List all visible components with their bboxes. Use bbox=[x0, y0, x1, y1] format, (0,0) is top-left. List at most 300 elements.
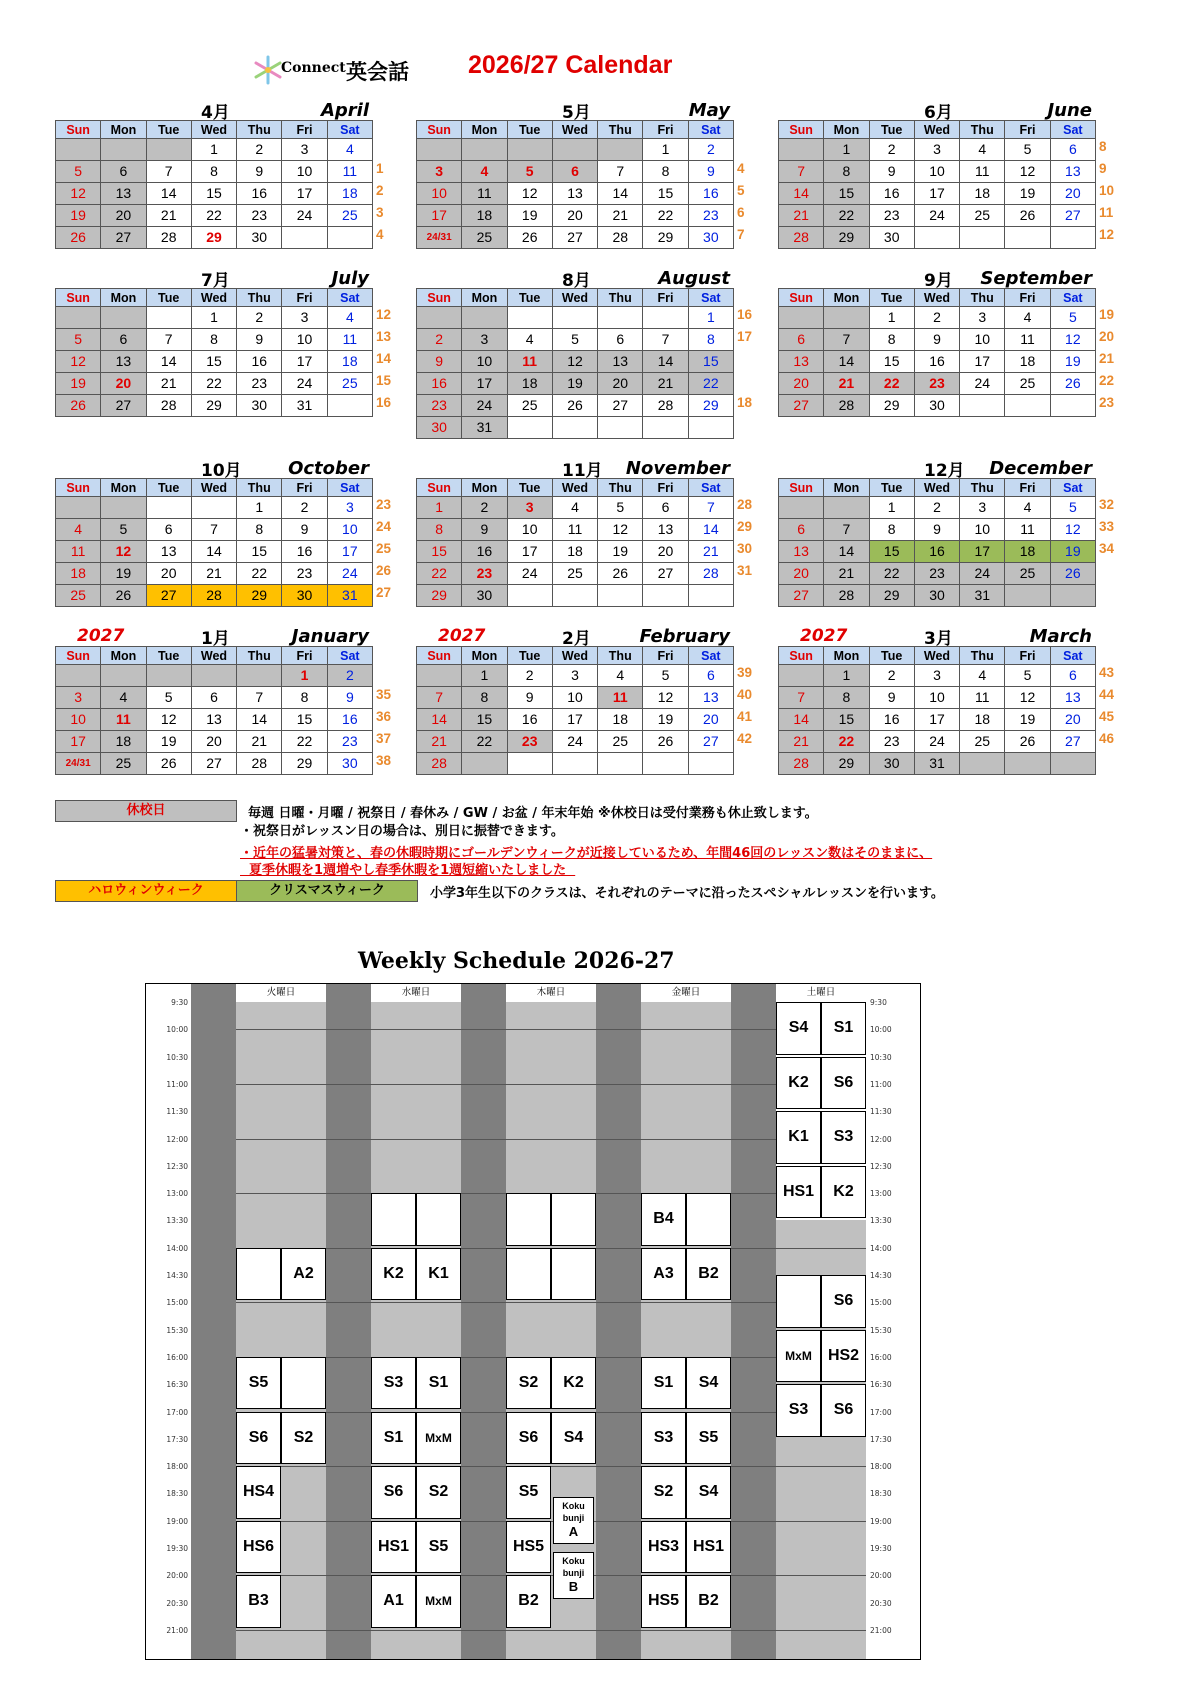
day-cell: 18 bbox=[327, 183, 372, 205]
time-label: 20:00 bbox=[166, 1571, 188, 1581]
day-cell: 20 bbox=[1050, 183, 1095, 205]
day-cell: 31 bbox=[462, 417, 507, 439]
day-cell bbox=[1050, 227, 1095, 249]
day-cell: 3 bbox=[552, 665, 597, 687]
day-cell: 15 bbox=[824, 183, 869, 205]
day-cell: 31 bbox=[327, 585, 372, 607]
week-number: 13 bbox=[376, 329, 392, 344]
weekday-header: Fri bbox=[1005, 121, 1050, 139]
weekday-header: Sat bbox=[327, 647, 372, 665]
day-cell: 11 bbox=[101, 709, 146, 731]
weekday-header: Tue bbox=[507, 479, 552, 497]
weekday-header: Mon bbox=[824, 121, 869, 139]
day-cell: 9 bbox=[417, 351, 462, 373]
class-slot[interactable]: S1 bbox=[821, 1002, 866, 1055]
day-cell: 21 bbox=[146, 373, 191, 395]
class-slot[interactable]: K2 bbox=[371, 1248, 416, 1301]
month-jp: 12月 bbox=[924, 461, 965, 481]
class-slot[interactable] bbox=[416, 1193, 461, 1246]
weekday-header: Fri bbox=[1005, 647, 1050, 665]
day-cell: 1 bbox=[191, 307, 236, 329]
day-cell: 18 bbox=[462, 205, 507, 227]
day-cell bbox=[462, 753, 507, 775]
day-cell: 26 bbox=[56, 395, 101, 417]
class-slot[interactable]: K2 bbox=[821, 1166, 866, 1219]
class-slot[interactable]: HS1 bbox=[686, 1521, 731, 1574]
day-cell: 18 bbox=[960, 183, 1005, 205]
time-label: 15:30 bbox=[166, 1325, 188, 1335]
day-cell: 28 bbox=[824, 395, 869, 417]
day-cell: 4 bbox=[56, 519, 101, 541]
weekday-header: Thu bbox=[237, 647, 282, 665]
month-april bbox=[55, 98, 384, 249]
week-number: 12 bbox=[1099, 227, 1115, 242]
class-slot[interactable]: S6 bbox=[821, 1384, 866, 1437]
day-cell: 14 bbox=[824, 351, 869, 373]
day-cell: 8 bbox=[237, 519, 282, 541]
month-march bbox=[778, 624, 1115, 775]
month-year: 2027 bbox=[438, 626, 486, 646]
weekday-header: Wed bbox=[552, 479, 597, 497]
legend-halloween-swatch bbox=[55, 880, 237, 902]
class-slot[interactable]: HS4 bbox=[236, 1466, 281, 1519]
weekday-header: Sat bbox=[688, 289, 733, 307]
class-slot[interactable]: K2 bbox=[551, 1357, 596, 1410]
day-cell: 22 bbox=[282, 731, 327, 753]
weekday-header: Fri bbox=[282, 647, 327, 665]
class-slot[interactable] bbox=[236, 1248, 281, 1301]
month-table bbox=[55, 646, 373, 775]
day-cell: 30 bbox=[462, 585, 507, 607]
month-february bbox=[416, 624, 753, 775]
month-header bbox=[55, 266, 373, 291]
day-cell: 21 bbox=[146, 205, 191, 227]
time-label: 21:00 bbox=[870, 1625, 892, 1635]
class-slot[interactable]: K1 bbox=[776, 1111, 821, 1164]
time-label: 10:00 bbox=[166, 1025, 188, 1035]
month-table bbox=[778, 478, 1096, 607]
class-slot[interactable]: S1 bbox=[641, 1357, 686, 1410]
weekday-header: Thu bbox=[960, 121, 1005, 139]
class-slot[interactable]: MxM bbox=[776, 1330, 821, 1383]
month-year: 2027 bbox=[77, 626, 125, 646]
class-slot[interactable]: S4 bbox=[686, 1466, 731, 1519]
day-cell: 5 bbox=[643, 665, 688, 687]
day-cell: 18 bbox=[101, 731, 146, 753]
day-cell: 2 bbox=[327, 665, 372, 687]
class-slot[interactable] bbox=[686, 1193, 731, 1246]
day-cell: 31 bbox=[282, 395, 327, 417]
day-cell: 11 bbox=[507, 351, 552, 373]
day-cell bbox=[56, 139, 101, 161]
month-header bbox=[778, 456, 1096, 481]
day-cell bbox=[101, 665, 146, 687]
day-cell bbox=[1005, 753, 1050, 775]
day-cell: 9 bbox=[237, 329, 282, 351]
weekday-header: Sat bbox=[1050, 121, 1095, 139]
class-slot[interactable]: S4 bbox=[686, 1357, 731, 1410]
day-cell: 29 bbox=[191, 395, 236, 417]
day-cell: 1 bbox=[824, 139, 869, 161]
legend-closed-label: 休校日 bbox=[126, 803, 166, 818]
class-slot[interactable]: K1 bbox=[416, 1248, 461, 1301]
day-cell: 7 bbox=[598, 161, 643, 183]
time-label: 17:30 bbox=[870, 1434, 892, 1444]
day-cell: 23 bbox=[237, 205, 282, 227]
day-cell: 27 bbox=[552, 227, 597, 249]
class-slot[interactable]: S4 bbox=[776, 1002, 821, 1055]
week-number: 41 bbox=[737, 709, 753, 724]
class-slot[interactable]: S1 bbox=[371, 1412, 416, 1465]
month-july bbox=[55, 266, 392, 417]
weekday-header: Wed bbox=[552, 647, 597, 665]
day-cell: 29 bbox=[869, 585, 914, 607]
day-cell: 17 bbox=[914, 709, 959, 731]
day-cell: 27 bbox=[1050, 205, 1095, 227]
day-cell: 7 bbox=[417, 687, 462, 709]
month-table bbox=[778, 288, 1096, 417]
weekday-header: Tue bbox=[146, 289, 191, 307]
class-slot[interactable]: S3 bbox=[371, 1357, 416, 1410]
day-cell: 8 bbox=[417, 519, 462, 541]
day-cell: 19 bbox=[643, 709, 688, 731]
day-cell: 25 bbox=[552, 563, 597, 585]
day-cell: 11 bbox=[327, 329, 372, 351]
week-number: 11 bbox=[1099, 205, 1114, 220]
time-label: 14:00 bbox=[870, 1243, 892, 1253]
class-slot[interactable] bbox=[506, 1193, 551, 1246]
day-cell: 23 bbox=[914, 373, 959, 395]
day-cell: 16 bbox=[869, 183, 914, 205]
week-number: 30 bbox=[737, 541, 753, 556]
class-slot[interactable]: S6 bbox=[506, 1412, 551, 1465]
week-number: 32 bbox=[1099, 497, 1115, 512]
class-slot[interactable]: S5 bbox=[686, 1412, 731, 1465]
month-jp: 5月 bbox=[562, 103, 591, 123]
weekday-header: Sun bbox=[779, 479, 824, 497]
class-slot[interactable]: S2 bbox=[281, 1412, 326, 1465]
week-number: 23 bbox=[1099, 395, 1115, 410]
day-cell: 1 bbox=[824, 665, 869, 687]
day-cell: 15 bbox=[643, 183, 688, 205]
day-cell: 14 bbox=[779, 183, 824, 205]
time-label: 12:30 bbox=[166, 1161, 188, 1171]
day-cell: 23 bbox=[688, 205, 733, 227]
class-slot[interactable]: MxM bbox=[416, 1412, 461, 1465]
week-number: 33 bbox=[1099, 519, 1115, 534]
week-number: 3 bbox=[376, 205, 384, 220]
day-cell: 29 bbox=[869, 395, 914, 417]
day-cell: 3 bbox=[282, 139, 327, 161]
class-slot[interactable]: HS1 bbox=[776, 1166, 821, 1219]
class-slot[interactable]: S2 bbox=[506, 1357, 551, 1410]
week-number: 4 bbox=[376, 227, 384, 242]
class-slot[interactable]: B2 bbox=[686, 1575, 731, 1628]
class-slot[interactable]: S6 bbox=[821, 1057, 866, 1110]
class-slot[interactable]: B2 bbox=[686, 1248, 731, 1301]
day-cell: 10 bbox=[914, 687, 959, 709]
day-cell bbox=[101, 497, 146, 519]
time-label: 16:00 bbox=[166, 1352, 188, 1362]
class-slot[interactable]: S4 bbox=[551, 1412, 596, 1465]
day-cell: 8 bbox=[643, 161, 688, 183]
day-cell: 26 bbox=[1005, 205, 1050, 227]
weekday-header: Sat bbox=[327, 121, 372, 139]
snowflake-icon bbox=[254, 55, 282, 85]
day-cell: 25 bbox=[327, 373, 372, 395]
class-slot[interactable]: S2 bbox=[416, 1466, 461, 1519]
day-cell: 20 bbox=[598, 373, 643, 395]
day-cell: 4 bbox=[960, 139, 1005, 161]
weekday-header: Sun bbox=[779, 289, 824, 307]
day-cell bbox=[417, 139, 462, 161]
time-label: 9:30 bbox=[171, 998, 188, 1007]
time-label: 19:00 bbox=[870, 1516, 892, 1526]
day-cell: 1 bbox=[869, 307, 914, 329]
day-cell bbox=[824, 497, 869, 519]
month-header bbox=[778, 624, 1096, 649]
class-slot[interactable]: S3 bbox=[821, 1111, 866, 1164]
class-slot[interactable] bbox=[776, 1275, 821, 1328]
day-cell bbox=[417, 307, 462, 329]
class-slot[interactable] bbox=[551, 1193, 596, 1246]
day-cell: 15 bbox=[824, 709, 869, 731]
week-number: 24 bbox=[376, 519, 392, 534]
day-cell: 6 bbox=[779, 329, 824, 351]
day-cell: 28 bbox=[417, 753, 462, 775]
day-cell: 18 bbox=[327, 351, 372, 373]
month-jp: 2月 bbox=[562, 629, 591, 649]
week-number: 28 bbox=[737, 497, 753, 512]
class-slot[interactable] bbox=[551, 1248, 596, 1301]
weekday-header: Wed bbox=[914, 121, 959, 139]
class-slot[interactable]: HS5 bbox=[641, 1575, 686, 1628]
day-cell: 3 bbox=[914, 665, 959, 687]
day-cell: 31 bbox=[960, 585, 1005, 607]
class-slot[interactable]: S5 bbox=[506, 1466, 551, 1519]
week-number: 22 bbox=[1099, 373, 1115, 388]
day-cell: 5 bbox=[1005, 665, 1050, 687]
day-cell: 4 bbox=[1005, 497, 1050, 519]
time-label: 13:00 bbox=[166, 1189, 188, 1199]
day-cell: 19 bbox=[507, 205, 552, 227]
class-slot[interactable]: S3 bbox=[641, 1412, 686, 1465]
day-cell bbox=[598, 585, 643, 607]
weekday-header: Mon bbox=[101, 479, 146, 497]
day-cell: 8 bbox=[869, 329, 914, 351]
day-cell: 15 bbox=[688, 351, 733, 373]
class-slot[interactable]: B3 bbox=[236, 1575, 281, 1628]
day-cell: 7 bbox=[779, 161, 824, 183]
kokubunji-text: bunji bbox=[562, 1513, 585, 1524]
week-number: 43 bbox=[1099, 665, 1115, 680]
day-cell: 8 bbox=[869, 519, 914, 541]
class-slot[interactable] bbox=[281, 1357, 326, 1410]
weekday-header: Fri bbox=[282, 479, 327, 497]
class-slot[interactable]: S6 bbox=[236, 1412, 281, 1465]
weekday-header: Sun bbox=[56, 479, 101, 497]
weekday-header: Tue bbox=[869, 121, 914, 139]
month-september bbox=[778, 266, 1115, 417]
day-cell: 5 bbox=[1005, 139, 1050, 161]
class-slot[interactable]: S5 bbox=[416, 1521, 461, 1574]
legend-christmas-swatch bbox=[236, 880, 418, 902]
class-slot[interactable]: HS1 bbox=[371, 1521, 416, 1574]
class-slot[interactable]: S6 bbox=[371, 1466, 416, 1519]
week-number: 44 bbox=[1099, 687, 1115, 702]
class-slot[interactable]: S6 bbox=[821, 1275, 866, 1328]
weekday-header: Tue bbox=[869, 479, 914, 497]
kokubunji-slot[interactable] bbox=[553, 1497, 594, 1544]
day-cell: 11 bbox=[960, 161, 1005, 183]
weekday-header: Sun bbox=[779, 647, 824, 665]
day-cell: 29 bbox=[282, 753, 327, 775]
weekday-header: Thu bbox=[598, 289, 643, 307]
kokubunji-text: Koku bbox=[562, 1501, 585, 1512]
day-cell: 22 bbox=[417, 563, 462, 585]
month-december bbox=[778, 456, 1115, 607]
class-slot[interactable] bbox=[506, 1248, 551, 1301]
time-label: 16:00 bbox=[870, 1352, 892, 1362]
day-cell: 17 bbox=[960, 541, 1005, 563]
day-cell: 14 bbox=[146, 183, 191, 205]
day-cell: 14 bbox=[237, 709, 282, 731]
day-cell: 19 bbox=[1050, 351, 1095, 373]
day-cell: 24 bbox=[462, 395, 507, 417]
day-cell: 13 bbox=[552, 183, 597, 205]
weekday-header: Tue bbox=[869, 289, 914, 307]
day-cell bbox=[598, 417, 643, 439]
weekday-header: Mon bbox=[824, 647, 869, 665]
day-cell bbox=[101, 307, 146, 329]
day-cell: 27 bbox=[191, 753, 236, 775]
day-cell: 16 bbox=[914, 541, 959, 563]
weekday-header: Sun bbox=[417, 289, 462, 307]
day-cell: 24 bbox=[282, 373, 327, 395]
day-cell: 25 bbox=[1005, 373, 1050, 395]
class-slot[interactable]: S5 bbox=[236, 1357, 281, 1410]
day-cell bbox=[146, 307, 191, 329]
day-cell: 16 bbox=[869, 709, 914, 731]
day-cell: 13 bbox=[1050, 687, 1095, 709]
day-cell: 24 bbox=[507, 563, 552, 585]
day-cell bbox=[146, 665, 191, 687]
day-cell: 13 bbox=[146, 541, 191, 563]
day-cell: 30 bbox=[688, 227, 733, 249]
day-cell: 2 bbox=[914, 307, 959, 329]
class-slot[interactable]: A2 bbox=[281, 1248, 326, 1301]
day-cell: 9 bbox=[237, 161, 282, 183]
legend-substitute-note: ・祝祭日がレッスン日の場合は、別日に振替できます。 bbox=[240, 824, 564, 839]
day-cell: 1 bbox=[282, 665, 327, 687]
day-cell: 29 bbox=[237, 585, 282, 607]
class-slot[interactable]: A1 bbox=[371, 1575, 416, 1628]
day-cell: 23 bbox=[237, 373, 282, 395]
class-slot[interactable]: B4 bbox=[641, 1193, 686, 1246]
class-slot[interactable]: K2 bbox=[776, 1057, 821, 1110]
day-cell: 28 bbox=[688, 563, 733, 585]
class-slot[interactable] bbox=[371, 1193, 416, 1246]
month-october bbox=[55, 456, 392, 607]
day-label: 火曜日 bbox=[236, 984, 326, 1002]
class-slot[interactable]: MxM bbox=[416, 1575, 461, 1628]
class-slot[interactable]: HS3 bbox=[641, 1521, 686, 1574]
day-cell: 22 bbox=[191, 373, 236, 395]
day-cell: 19 bbox=[56, 205, 101, 227]
day-cell: 20 bbox=[101, 205, 146, 227]
day-cell: 25 bbox=[462, 227, 507, 249]
month-jp: 1月 bbox=[201, 629, 230, 649]
class-slot[interactable]: S1 bbox=[416, 1357, 461, 1410]
day-cell: 19 bbox=[1005, 183, 1050, 205]
day-cell: 1 bbox=[869, 497, 914, 519]
week-number: 12 bbox=[376, 307, 392, 322]
day-cell: 30 bbox=[914, 585, 959, 607]
day-cell: 18 bbox=[56, 563, 101, 585]
day-cell: 21 bbox=[237, 731, 282, 753]
day-cell: 1 bbox=[237, 497, 282, 519]
day-cell: 8 bbox=[191, 329, 236, 351]
day-cell: 25 bbox=[327, 205, 372, 227]
class-slot[interactable]: A3 bbox=[641, 1248, 686, 1301]
month-table bbox=[778, 646, 1096, 775]
day-cell: 19 bbox=[1050, 541, 1095, 563]
day-cell: 13 bbox=[191, 709, 236, 731]
kokubunji-slot[interactable] bbox=[553, 1552, 594, 1599]
week-number: 27 bbox=[376, 585, 392, 600]
day-cell: 5 bbox=[56, 329, 101, 351]
day-cell: 5 bbox=[101, 519, 146, 541]
weekday-header: Fri bbox=[643, 647, 688, 665]
day-cell: 21 bbox=[191, 563, 236, 585]
day-cell: 3 bbox=[282, 307, 327, 329]
day-cell: 30 bbox=[282, 585, 327, 607]
day-cell: 1 bbox=[643, 139, 688, 161]
weekday-header: Sat bbox=[688, 121, 733, 139]
kokubunji-text: A bbox=[568, 1524, 579, 1540]
weekday-header: Mon bbox=[824, 289, 869, 307]
weekday-header: Tue bbox=[507, 121, 552, 139]
weekday-header: Thu bbox=[598, 479, 643, 497]
weekday-header: Thu bbox=[960, 479, 1005, 497]
day-cell: 23 bbox=[869, 205, 914, 227]
day-cell: 19 bbox=[101, 563, 146, 585]
weekday-header: Fri bbox=[643, 289, 688, 307]
class-slot[interactable]: HS2 bbox=[821, 1330, 866, 1383]
class-slot[interactable]: S3 bbox=[776, 1384, 821, 1437]
weekday-header: Fri bbox=[282, 289, 327, 307]
class-slot[interactable]: HS6 bbox=[236, 1521, 281, 1574]
day-cell: 7 bbox=[824, 519, 869, 541]
class-slot[interactable]: S2 bbox=[641, 1466, 686, 1519]
class-slot[interactable]: B2 bbox=[506, 1575, 551, 1628]
day-cell: 20 bbox=[1050, 709, 1095, 731]
week-number: 20 bbox=[1099, 329, 1115, 344]
day-cell: 11 bbox=[462, 183, 507, 205]
day-cell: 14 bbox=[779, 709, 824, 731]
day-cell: 8 bbox=[824, 687, 869, 709]
week-number: 15 bbox=[376, 373, 392, 388]
day-cell: 4 bbox=[327, 307, 372, 329]
month-january bbox=[55, 624, 392, 775]
day-cell: 12 bbox=[146, 709, 191, 731]
day-cell bbox=[507, 753, 552, 775]
day-cell: 11 bbox=[1005, 329, 1050, 351]
day-cell: 8 bbox=[462, 687, 507, 709]
day-cell bbox=[552, 585, 597, 607]
class-slot[interactable]: HS5 bbox=[506, 1521, 551, 1574]
day-cell: 16 bbox=[914, 351, 959, 373]
